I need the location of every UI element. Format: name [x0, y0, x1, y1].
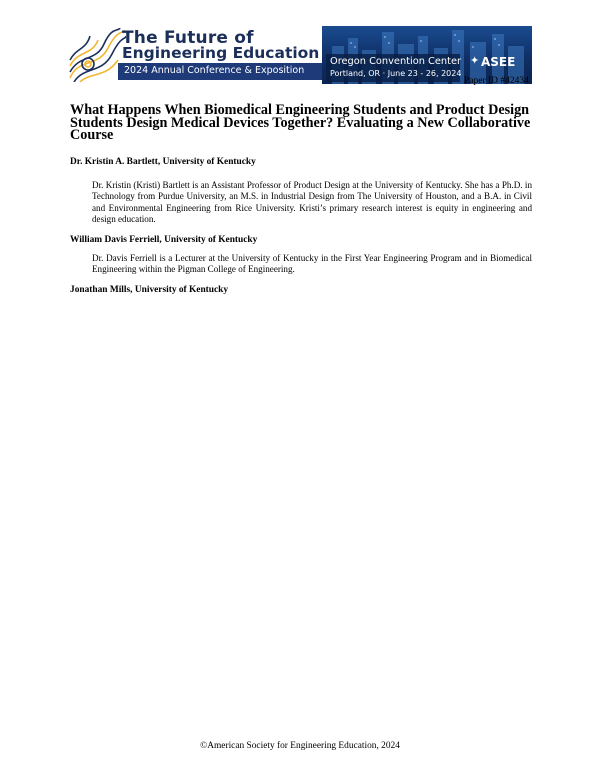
- author-bio: Dr. Kristin (Kristi) Bartlett is an Assistant Professor of Product Design at the University of Kentucky. She has a Ph.D. in Technology from Purdue University, an M.S. in Industrial Design from The University of Houston, and a B.A. in Civil and Environmental Engineering from Rice University. Kristi’s primary research interest is equity in engineering and design education.: [92, 180, 532, 225]
- paper-id: Paper ID #42434: [464, 76, 529, 86]
- banner-title-line1: The Future of: [122, 28, 254, 48]
- banner-subtitle: 2024 Annual Conference & Exposition: [124, 65, 305, 76]
- banner-venue: Oregon Convention Center: [330, 56, 462, 67]
- paper-title: What Happens When Biomedical Engineering Students and Product Design Students Design Medical Devices Together? Evaluating a New Collaborative Course: [70, 102, 531, 143]
- conference-banner: [68, 26, 532, 84]
- author-name: Dr. Kristin A. Bartlett, University of Kentucky: [70, 157, 256, 167]
- author-name: Jonathan Mills, University of Kentucky: [70, 285, 229, 295]
- copyright-footer: ©American Society for Engineering Education, 2024: [200, 741, 400, 751]
- asee-star-icon: ✦: [470, 55, 480, 67]
- banner-title-line2: Engineering Education: [122, 44, 320, 62]
- author-name: William Davis Ferriell, University of Kentucky: [70, 235, 258, 245]
- banner-venue-dates: Portland, OR · June 23 - 26, 2024: [330, 69, 462, 78]
- author-bio: Dr. Davis Ferriell is a Lecturer at the University of Kentucky in the First Year Engineering Program and in Biomedical Engineering within the Pigman College of Engineering.: [92, 253, 532, 275]
- asee-logo: ASEE: [481, 55, 516, 69]
